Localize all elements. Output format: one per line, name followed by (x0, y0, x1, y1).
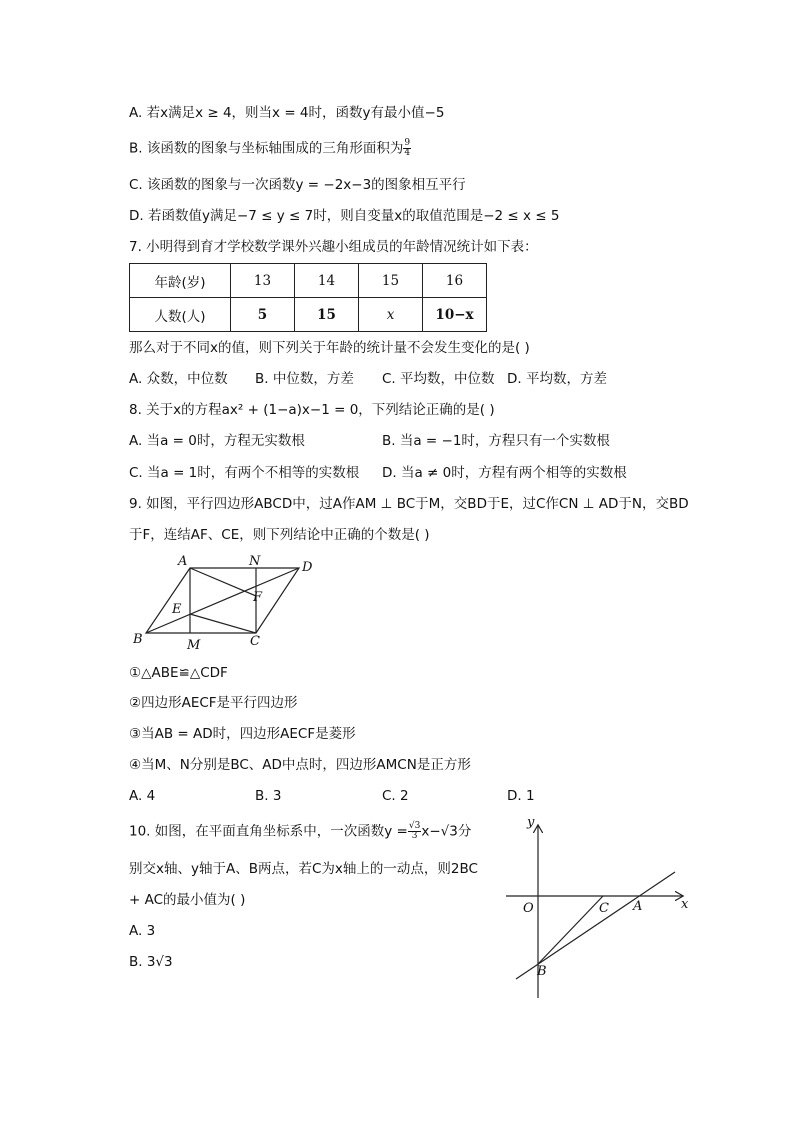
q8-option-a: A. 当a = 0时，方程无实数根 (129, 433, 305, 449)
table-cell: x (359, 298, 423, 332)
q9-stem-line2: 于F，连结AF、CE，则下列结论中正确的个数是( ) (129, 527, 430, 543)
q6-option-d: D. 若函数值y满足−7 ≤ y ≤ 7时，则自变量x的取值范围是−2 ≤ x ≤ 5 (129, 208, 560, 224)
label-y: y (527, 816, 535, 830)
q10-stem-line3: + AC的最小值为( ) (129, 892, 246, 908)
label-n: N (249, 554, 261, 569)
q9-statement-3: ③当AB = AD时，四边形AECF是菱形 (129, 726, 356, 742)
table-cell: 人数(人) (130, 298, 231, 332)
q6-option-b (129, 139, 411, 158)
q8-option-d: D. 当a ≠ 0时，方程有两个相等的实数根 (382, 465, 627, 481)
label-c: C (599, 901, 609, 916)
q10-option-b: B. 3√3 (129, 954, 173, 970)
q7-option-c: C. 平均数，中位数 (382, 371, 495, 387)
table-cell: 10−x (423, 298, 487, 332)
label-b: B (133, 632, 143, 647)
table-header-cell: 年龄(岁) (130, 264, 231, 298)
q9-statement-4: ④当M、N分别是BC、AD中点时，四边形AMCN是正方形 (129, 757, 471, 773)
q10-stem-line2: 别交x轴、y轴于A、B两点，若C为x轴上的一动点，则2BC (129, 861, 478, 877)
q6-frac-denominator: 4 (404, 148, 411, 158)
label-f: F (253, 590, 263, 605)
q6-option-b-fraction (403, 139, 411, 158)
q9-option-a: A. 4 (129, 788, 156, 804)
label-x: x (681, 897, 689, 912)
q7-option-a: A. 众数，中位数 (129, 371, 228, 387)
table-header-cell: 13 (231, 264, 295, 298)
label-b: B (537, 964, 547, 979)
q8-option-c: C. 当a = 1时，有两个不相等的实数根 (129, 465, 360, 481)
q6-option-a: A. 若x满足x ≥ 4，则当x = 4时，函数y有最小值−5 (129, 105, 445, 121)
q6-option-b-text: B. 该函数的图象与坐标轴围成的三角形面积为 (129, 140, 404, 157)
q6-frac-numerator: 9 (404, 138, 411, 148)
segment-bc (538, 896, 603, 964)
q8-stem: 8. 关于x的方程ax² + (1−a)x−1 = 0，下列结论正确的是( ) (129, 402, 495, 418)
q9-option-d: D. 1 (507, 788, 535, 804)
q7-stem: 7. 小明得到育才学校数学课外兴趣小组成员的年龄情况统计如下表： (129, 239, 538, 255)
label-d: D (302, 560, 313, 575)
q8-option-b: B. 当a = −1时，方程只有一个实数根 (382, 433, 610, 449)
q10-stem-prefix: 10. 如图，在平面直角坐标系中，一次函数y = (129, 823, 408, 840)
q9-option-b: B. 3 (255, 788, 282, 804)
q9-statement-2: ②四边形AECF是平行四边形 (129, 695, 298, 711)
label-a: A (178, 554, 188, 569)
table-row (130, 298, 487, 332)
q7-option-d: D. 平均数，方差 (507, 371, 607, 387)
table-cell: 5 (231, 298, 295, 332)
q7-age-table (129, 263, 487, 332)
q9-stem-line1: 9. 如图，平行四边形ABCD中，过A作AM ⊥ BC于M，交BD于E，过C作CN ⊥ AD于N，交BD (129, 496, 689, 512)
q10-coordinate-figure (500, 816, 700, 1004)
q10-option-a: A. 3 (129, 923, 156, 939)
label-a: A (633, 899, 643, 914)
segment-af (190, 568, 256, 596)
segment-ce (190, 614, 256, 633)
q6-option-c: C. 该函数的图象与一次函数y = −2x−3的图象相互平行 (129, 177, 466, 193)
q7-option-b: B. 中位数，方差 (255, 371, 354, 387)
table-cell: 15 (295, 298, 359, 332)
table-header-cell: 15 (359, 264, 423, 298)
q10-stem-line1 (129, 822, 471, 841)
q9-parallelogram-figure (129, 551, 324, 653)
q7-question: 那么对于不同x的值，则下列关于年龄的统计量不会发生变化的是( ) (129, 340, 530, 356)
q9-option-c: C. 2 (382, 788, 409, 804)
line-ab (516, 872, 675, 979)
label-m: M (187, 638, 201, 653)
label-c: C (250, 634, 260, 649)
q10-stem-suffix: x−√3分 (421, 823, 472, 840)
q10-frac-denominator: 3 (411, 831, 418, 841)
label-e: E (172, 602, 182, 617)
label-o: O (523, 901, 534, 916)
table-header-cell: 14 (295, 264, 359, 298)
table-header-cell: 16 (423, 264, 487, 298)
q10-frac-numerator: √3 (408, 821, 421, 831)
table-row (130, 264, 487, 298)
q9-statement-1: ①△ABE≌△CDF (129, 665, 228, 681)
q10-fraction (408, 822, 421, 841)
